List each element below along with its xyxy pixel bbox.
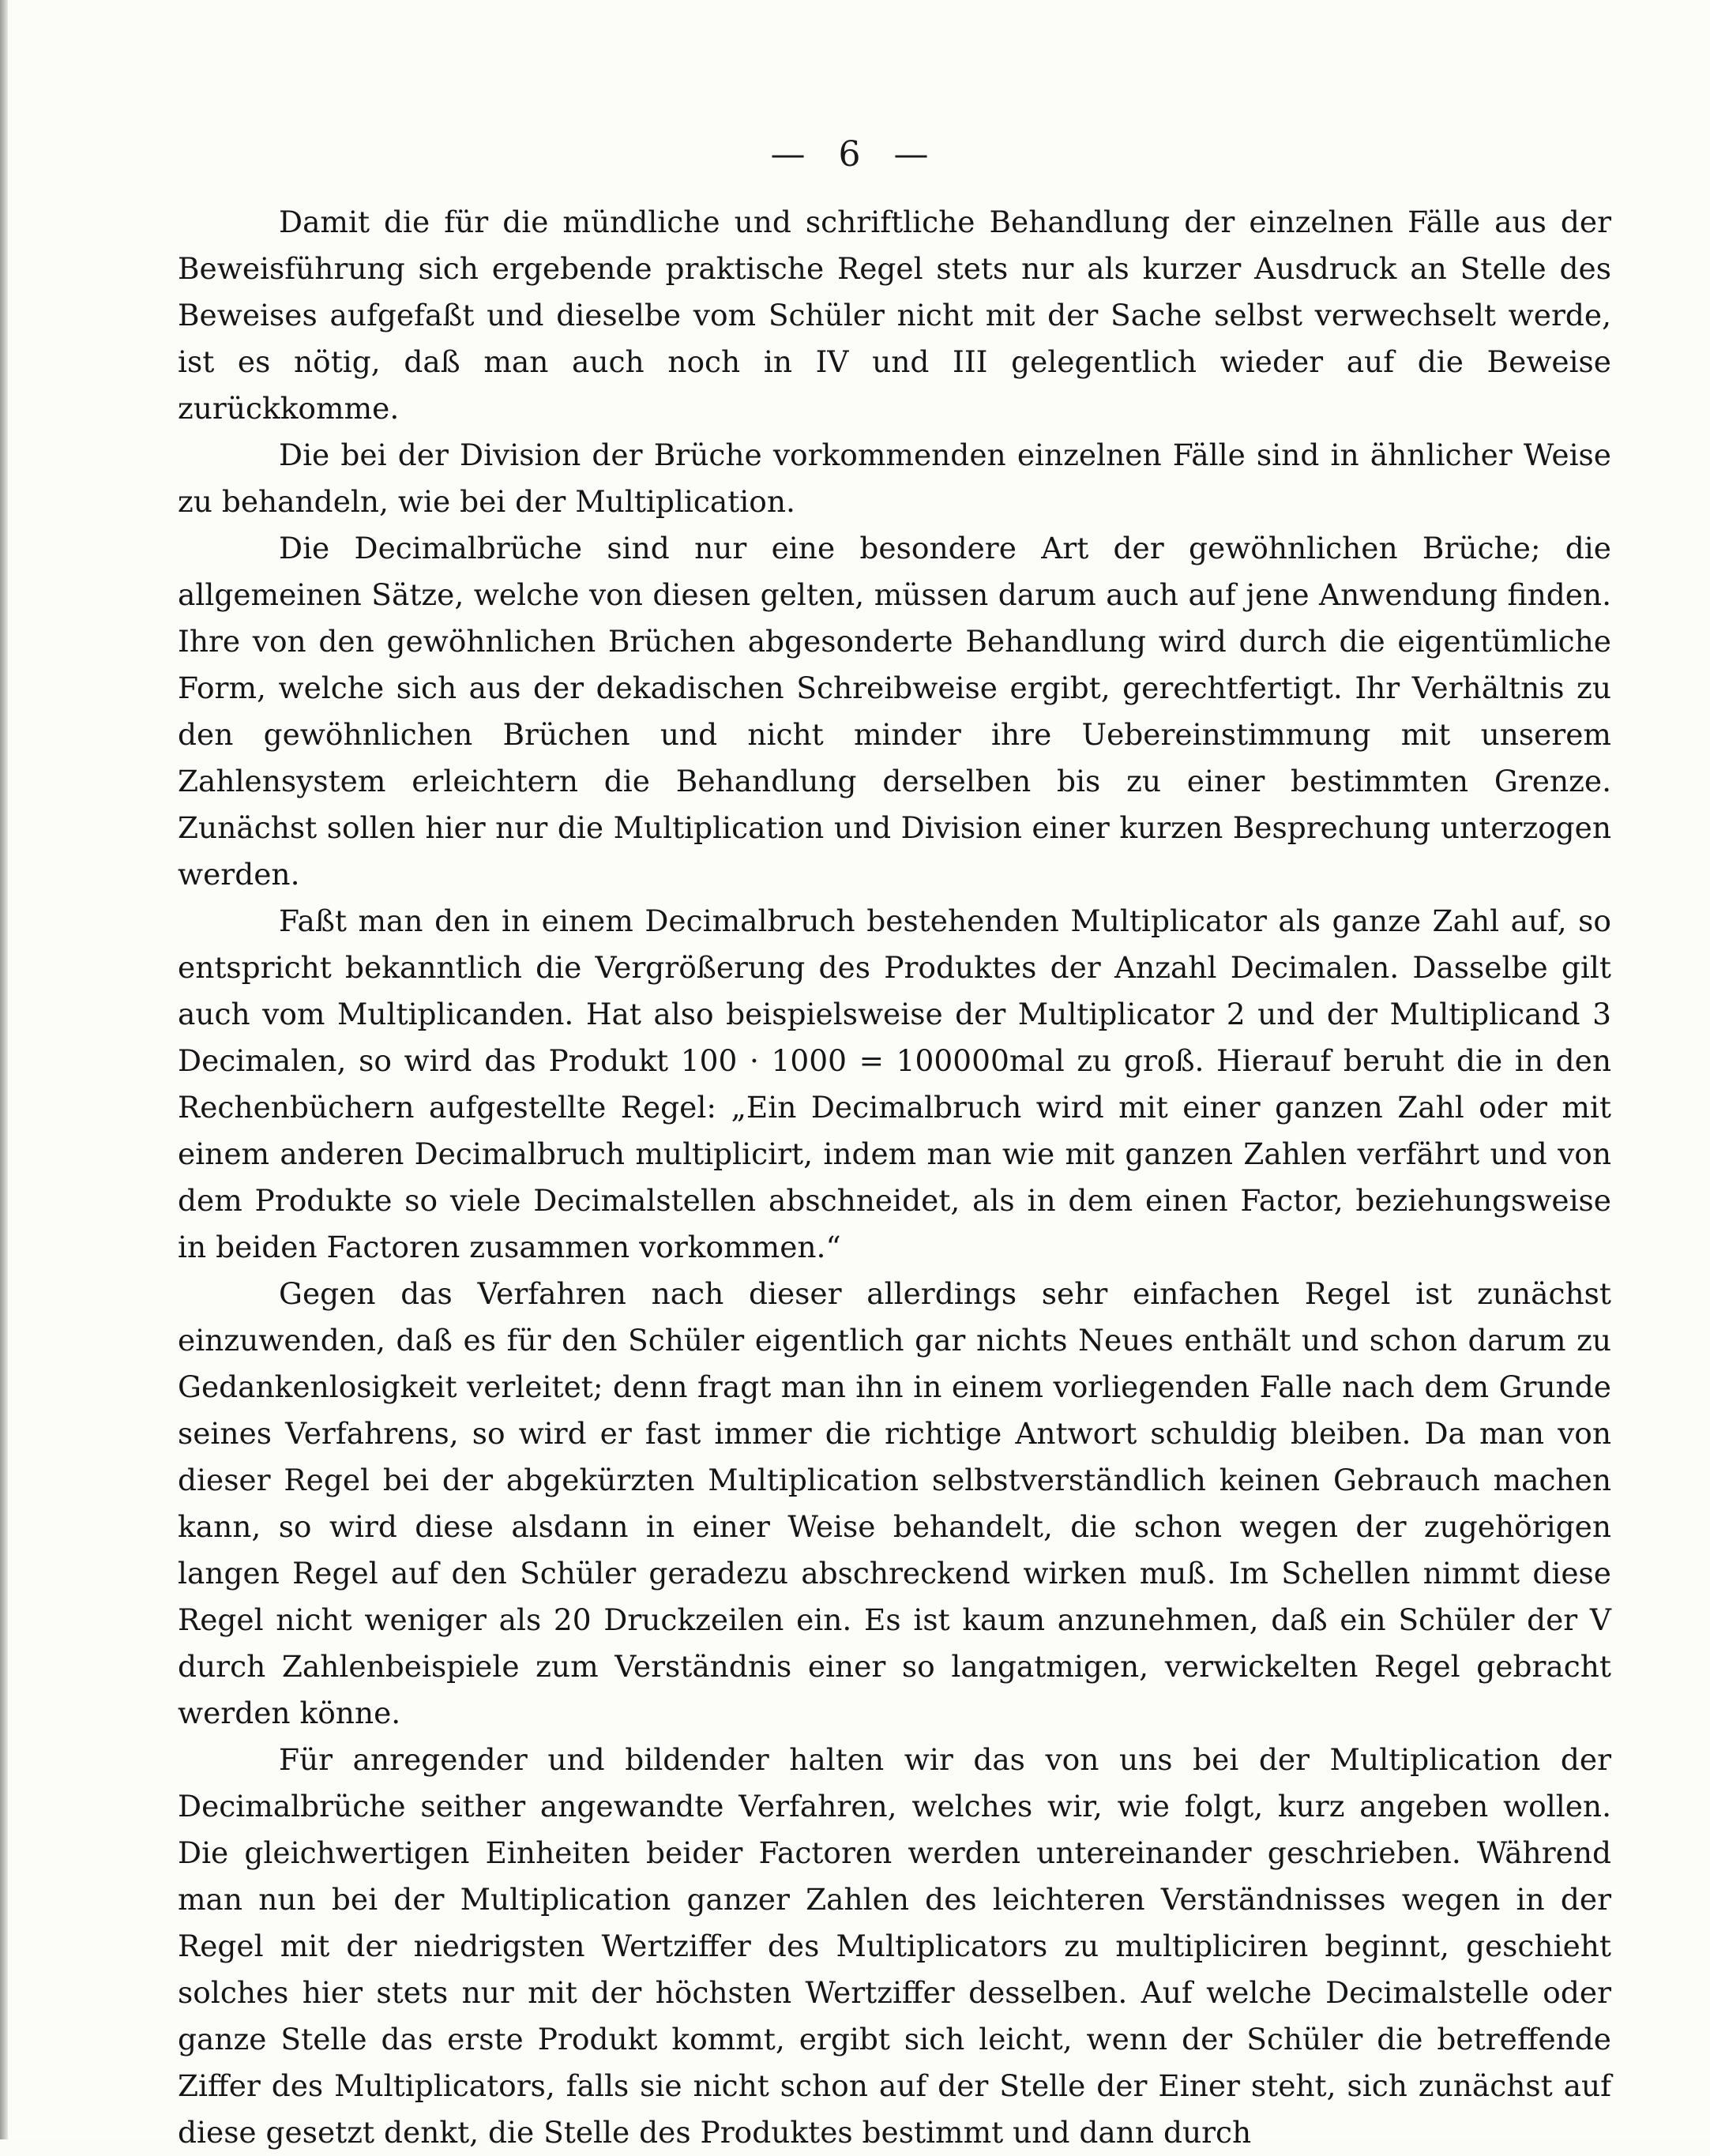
- paragraph: Damit die für die mündliche und schriftliche Behandlung der einzelnen Fälle aus der Beweisführung sich ergebende praktische Regel stets nur als kurzer Ausdruck an Stelle des Beweises aufgefaßt und dieselbe vom Schüler nicht mit der Sache selbst verwechselt werde, ist es nötig, daß man auch noch in IV und III gelegentlich wieder auf die Beweise zurückkomme.: [178, 205, 1611, 426]
- paragraph: Gegen das Verfahren nach dieser allerdings sehr einfachen Regel ist zunächst einzuwenden, daß es für den Schüler eigentlich gar nichts Neues enthält und schon darum zu Gedankenlosigkeit verleitet; denn fragt man ihn in einem vorliegenden Falle nach dem Grunde seines Verfahrens, so wird er fast immer die richtige Antwort schuldig bleiben. Da man von dieser Regel bei der abgekürzten Multiplication selbstverständlich keinen Gebrauch machen kann, so wird diese alsdann in einer Weise behandelt, die schon wegen der zugehörigen langen Regel auf den Schüler geradezu abschreckend wirken muß. Im Schellen nimmt diese Regel nicht weniger als 20 Druckzeilen ein. Es ist kaum anzunehmen, daß ein Schüler der V durch Zahlenbeispiele zum Verständnis einer so langatmigen, verwickelten Regel gebracht werden könne.: [178, 1276, 1611, 1730]
- paragraph: Die bei der Division der Brüche vorkommenden einzelnen Fälle sind in ähnlicher Weise zu behandeln, wie bei der Multiplication.: [178, 438, 1611, 519]
- paragraph: Die Decimalbrüche sind nur eine besondere Art der gewöhnlichen Brüche; die allgemeinen Sätze, welche von diesen gelten, müssen darum auch auf jene Anwendung finden. Ihre von den gewöhnlichen Brüchen abgesonderte Behandlung wird durch die eigentümliche Form, welche sich aus der dekadischen Schreibweise ergibt, gerechtfertigt. Ihr Verhältnis zu den gewöhnlichen Brüchen und nicht minder ihre Uebereinstimmung mit unserem Zahlensystem erleichtern die Behandlung derselben bis zu einer bestimmten Grenze. Zunächst sollen hier nur die Multiplication und Division einer kurzen Besprechung unterzogen werden.: [178, 531, 1611, 892]
- paragraph: Faßt man den in einem Decimalbruch bestehenden Multiplicator als ganze Zahl auf, so entspricht bekanntlich die Vergrößerung des Produktes der Anzahl Decimalen. Dasselbe gilt auch vom Multiplicanden. Hat also beispielsweise der Multiplicator 2 und der Multiplicand 3 Decimalen, so wird das Produkt 100 · 1000 = 100000mal zu groß. Hierauf beruht die in den Rechenbüchern aufgestellte Regel: „Ein Decimalbruch wird mit einer ganzen Zahl oder mit einem anderen Decimalbruch multiplicirt, indem man wie mit ganzen Zahlen verfährt und von dem Produkte so viele Decimalstellen abschneidet, als in dem einen Factor, beziehungsweise in beiden Factoren zusammen vorkommen.“: [178, 903, 1611, 1264]
- scan-edge-shadow: [0, 0, 8, 2139]
- paragraph: Für anregender und bildender halten wir das von uns bei der Multiplication der Decimalbrüche seither angewandte Verfahren, welches wir, wie folgt, kurz angeben wollen. Die gleichwertigen Einheiten beider Factoren werden untereinander geschrieben. Während man nun bei der Multiplication ganzer Zahlen des leichteren Verständnisses wegen in der Regel mit der niedrigsten Wertziffer des Multiplicators zu multipliciren beginnt, geschieht solches hier stets nur mit der höchsten Wertziffer desselben. Auf welche Decimalstelle oder ganze Stelle das erste Produkt kommt, ergibt sich leicht, wenn der Schüler die betreffende Ziffer des Multiplicators, falls sie nicht schon auf der Stelle der Einer steht, sich zunächst auf diese gesetzt denkt, die Stelle des Produktes bestimmt und dann durch: [178, 1742, 1611, 2150]
- body-text: [178, 199, 1611, 2156]
- page-number: — 6 —: [770, 134, 940, 175]
